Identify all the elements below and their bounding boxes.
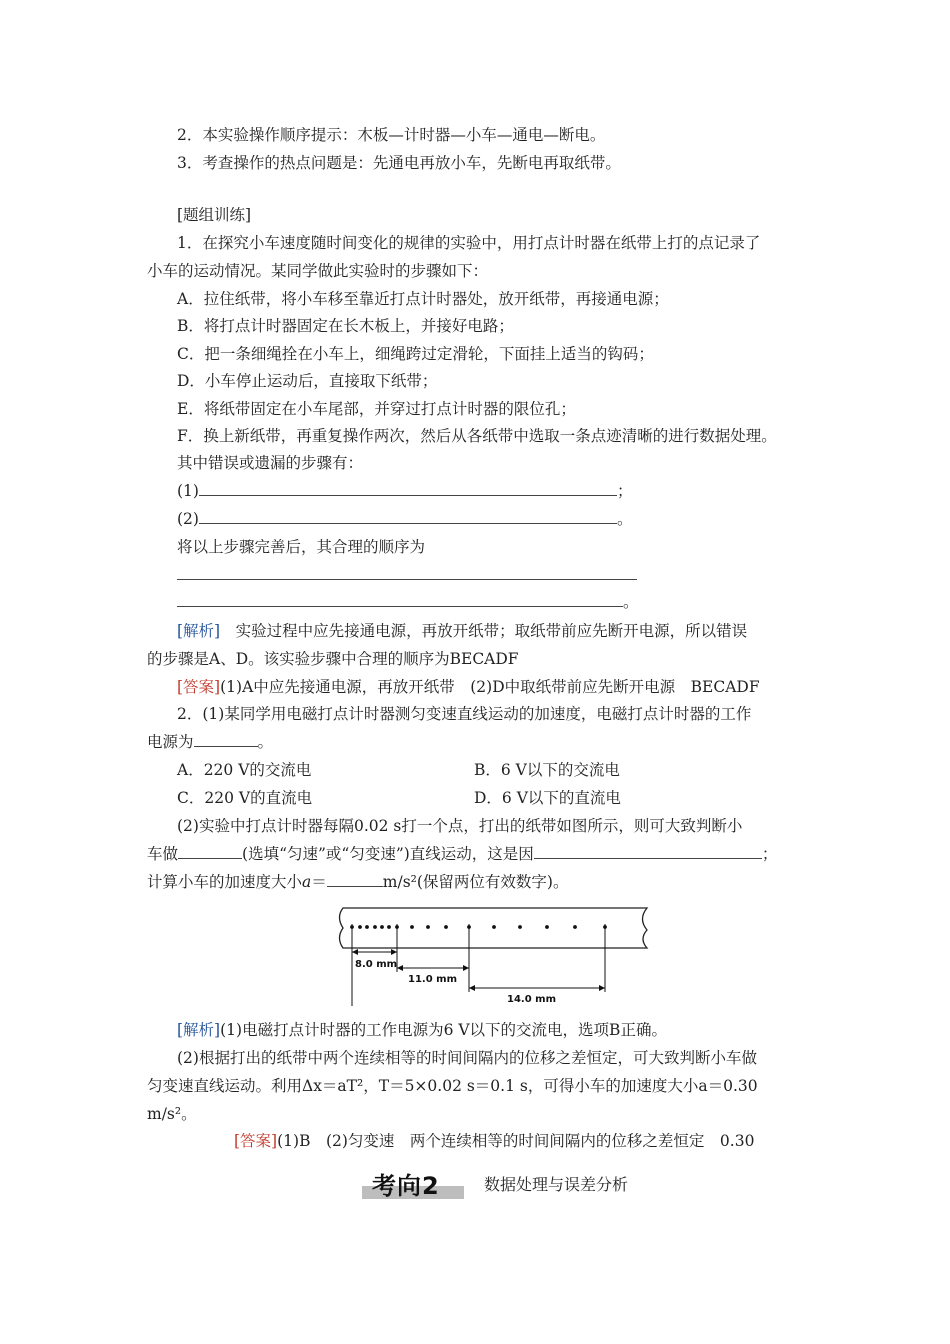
q2-power-end: 。 [257, 733, 274, 751]
q1-step-f: F．换上新纸带，再重复操作两次，然后从各纸带中选取一条点迹清晰的进行数据处理。 [177, 427, 777, 445]
q1-blank-1-label: (1) [177, 482, 199, 500]
q2-analysis [177, 1020, 667, 1040]
acceleration-blank[interactable] [327, 872, 383, 887]
analysis-tag: [解析] [177, 622, 221, 640]
q1-blank-row-1 [177, 481, 632, 501]
answer-tag: [答案] [177, 678, 221, 696]
q2-analysis-part2-end: m/s²。 [147, 1105, 197, 1123]
q1-blank-row-4 [177, 592, 639, 612]
q2-part2-cont [147, 844, 777, 864]
q2-part2: (2)实验中打点计时器每隔0.02 s打一个点，打出的纸带如图所示，则可大致判断小 [177, 817, 743, 835]
q1-analysis [177, 621, 747, 641]
exercise-heading: [题组训练] [177, 206, 252, 224]
q2-power-label: 电源为 [147, 733, 194, 751]
answer-blank-2[interactable] [199, 509, 617, 524]
q1-step-b: B．将打点计时器固定在长木板上，并接好电路； [177, 317, 514, 335]
answer-blank-1[interactable] [199, 481, 617, 496]
tip-3: 3．考查操作的热点问题是：先通电再放小车，先断电再取纸带。 [177, 154, 621, 172]
q1-blank-1-end: ； [616, 482, 633, 500]
q2-analysis-text: (1)电磁打点计时器的工作电源为6 V以下的交流电，选项B正确。 [220, 1021, 667, 1039]
power-blank[interactable] [194, 732, 258, 747]
q2-analysis-part2: (2)根据打出的纸带中两个连续相等的时间间隔内的位移之差恒定，可大致判断小车做 [177, 1049, 757, 1067]
answer-blank-3[interactable] [177, 579, 637, 580]
q1-analysis-cont: 的步骤是A、D。该实验步骤中合理的顺序为BECADF [147, 650, 519, 668]
q1-step-a: A．拉住纸带，将小车移至靠近打点计时器处，放开纸带，再接通电源； [177, 290, 669, 308]
q2-text: 2．(1)某同学用电磁打点计时器测匀变速直线运动的加速度，电磁打点计时器的工作 [177, 705, 752, 723]
q1-text-cont: 小车的运动情况。某同学做此实验时的步骤如下： [147, 262, 489, 280]
q1-answer [177, 677, 760, 697]
q2-acc-symbol: a [302, 873, 312, 891]
q2-motion-end: ； [761, 845, 778, 863]
analysis-tag-2: [解析] [177, 1021, 221, 1039]
q1-blank-2-end: 。 [616, 510, 633, 528]
section-badge [362, 1166, 464, 1200]
answer-tag-2: [答案] [234, 1132, 278, 1150]
q2-acc-equals: ＝ [311, 873, 327, 891]
q1-text: 1．在探究小车速度随时间变化的规律的实验中，用打点计时器在纸带上打的点记录了 [177, 234, 761, 252]
q1-blank-2-label: (2) [177, 510, 199, 528]
q1-step-d: D．小车停止运动后，直接取下纸带； [177, 372, 438, 390]
q2-answer [234, 1131, 754, 1151]
q1-answer-text: (1)A中应先接通电源，再放开纸带 (2)D中取纸带前应先断开电源 BECADF [220, 678, 760, 696]
answer-blank-4[interactable] [177, 592, 623, 607]
q2-motion-text: (选填“匀速”或“匀变速”)直线运动，这是因 [242, 845, 534, 863]
q2-option-c: C．220 V的直流电 [177, 789, 313, 807]
label-8mm: 8.0 mm [355, 959, 398, 970]
q1-order-question: 将以上步骤完善后，其合理的顺序为 [177, 538, 426, 556]
section-badge-text: 考向2 [372, 1172, 440, 1200]
q1-blank-4-end: 。 [623, 593, 639, 611]
reason-blank[interactable] [534, 844, 762, 859]
arrow-heads [352, 949, 605, 991]
q1-question: 其中错误或遗漏的步骤有： [177, 454, 364, 472]
q2-text-cont [147, 732, 273, 752]
q1-blank-row-2 [177, 509, 632, 529]
q2-motion-prefix: 车做 [147, 845, 179, 863]
q1-step-c: C．把一条细绳拴在小车上，细绳跨过定滑轮，下面挂上适当的钩码； [177, 345, 654, 363]
label-11mm: 11.0 mm [408, 974, 457, 985]
q1-step-e: E．将纸带固定在小车尾部，并穿过打点计时器的限位孔； [177, 400, 576, 418]
q1-analysis-text: 实验过程中应先接通电源，再放开纸带；取纸带前应先断开电源，所以错误 [235, 622, 748, 640]
q2-option-b: B．6 V以下的交流电 [474, 761, 620, 779]
paper-tape-figure [335, 900, 655, 1010]
section-title: 数据处理与误差分析 [484, 1175, 629, 1194]
tip-2: 2．本实验操作顺序提示：木板—计时器—小车—通电—断电。 [177, 126, 606, 144]
motion-type-blank[interactable] [178, 844, 242, 859]
q2-acceleration [147, 872, 568, 892]
q2-answer-text: (1)B (2)匀变速 两个连续相等的时间间隔内的位移之差恒定 0.30 [277, 1132, 755, 1150]
label-14mm: 14.0 mm [507, 994, 556, 1005]
q2-acc-unit: m/s²(保留两位有效数字)。 [382, 873, 569, 891]
q2-option-a: A．220 V的交流电 [177, 761, 312, 779]
q2-option-d: D．6 V以下的直流电 [474, 789, 621, 807]
q2-acc-prefix: 计算小车的加速度大小 [147, 873, 303, 891]
q2-analysis-part2-cont: 匀变速直线运动。利用Δx＝aT²，T＝5×0.02 s＝0.1 s，可得小车的加速度大小a＝0.30 [147, 1077, 758, 1095]
